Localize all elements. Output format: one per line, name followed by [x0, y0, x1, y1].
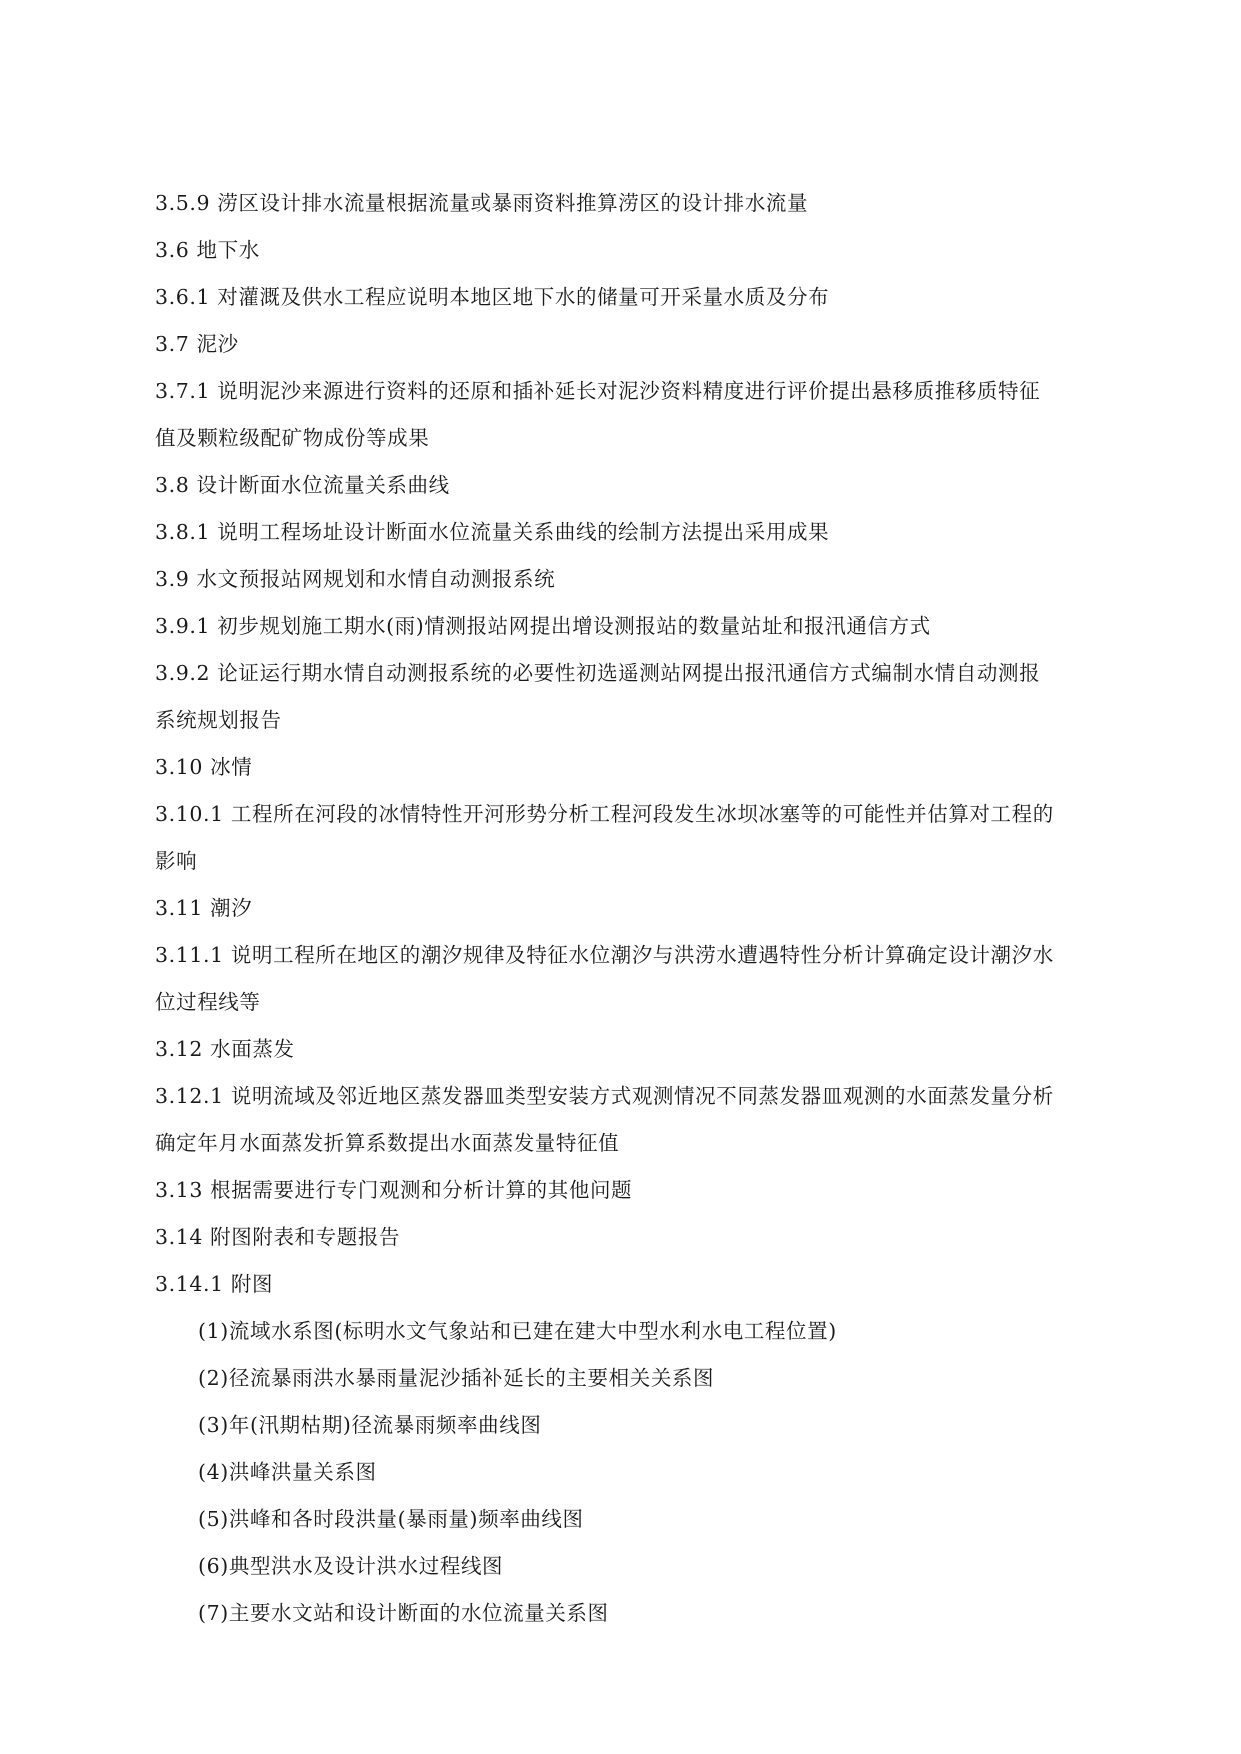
list-item: (1)流域水系图(标明水文气象站和已建在建大中型水利水电工程位置)	[198, 1319, 837, 1343]
text-line: 3.6.1 对灌溉及供水工程应说明本地区地下水的储量可开采量水质及分布	[155, 285, 830, 309]
text-line: 3.13 根据需要进行专门观测和分析计算的其他问题	[155, 1178, 633, 1202]
text-line: 3.7.1 说明泥沙来源进行资料的还原和插补延长对泥沙资料精度进行评价提出悬移质推移质特征	[155, 379, 1041, 403]
list-item: (2)径流暴雨洪水暴雨量泥沙插补延长的主要相关关系图	[198, 1366, 715, 1390]
text-line: 3.11.1 说明工程所在地区的潮汐规律及特征水位潮汐与洪涝水遭遇特性分析计算确定设计潮汐水	[155, 943, 1054, 967]
text-line: 3.11 潮汐	[155, 896, 253, 920]
text-line: 位过程线等	[155, 990, 261, 1014]
list-item: (5)洪峰和各时段洪量(暴雨量)频率曲线图	[198, 1507, 584, 1531]
text-line: 系统规划报告	[155, 708, 282, 732]
document-body	[155, 180, 1095, 1637]
list-item: (4)洪峰洪量关系图	[198, 1460, 377, 1484]
text-line: 3.9.1 初步规划施工期水(雨)情测报站网提出增设测报站的数量站址和报汛通信方式	[155, 614, 931, 638]
text-line: 3.6 地下水	[155, 238, 260, 262]
text-line: 确定年月水面蒸发折算系数提出水面蒸发量特征值	[155, 1131, 620, 1155]
list-item: (3)年(汛期枯期)径流暴雨频率曲线图	[198, 1413, 542, 1437]
text-line: 3.14.1 附图	[155, 1272, 274, 1296]
text-line: 3.10.1 工程所在河段的冰情特性开河形势分析工程河段发生冰坝冰塞等的可能性并估算对工程的	[155, 802, 1054, 826]
text-line: 3.10 冰情	[155, 755, 253, 779]
text-line: 3.8.1 说明工程场址设计断面水位流量关系曲线的绘制方法提出采用成果	[155, 520, 830, 544]
list-item: (7)主要水文站和设计断面的水位流量关系图	[198, 1601, 609, 1625]
text-line: 影响	[155, 849, 198, 873]
text-line: 值及颗粒级配矿物成份等成果	[155, 426, 430, 450]
text-line: 3.5.9 涝区设计排水流量根据流量或暴雨资料推算涝区的设计排水流量	[155, 191, 809, 215]
text-line: 3.9.2 论证运行期水情自动测报系统的必要性初选遥测站网提出报汛通信方式编制水情自动测报	[155, 661, 1041, 685]
text-line: 3.14 附图附表和专题报告	[155, 1225, 401, 1249]
text-line: 3.8 设计断面水位流量关系曲线	[155, 473, 450, 497]
text-line: 3.9 水文预报站网规划和水情自动测报系统	[155, 567, 556, 591]
text-line: 3.12.1 说明流域及邻近地区蒸发器皿类型安装方式观测情况不同蒸发器皿观测的水面蒸发量分析	[155, 1084, 1054, 1108]
list-item: (6)典型洪水及设计洪水过程线图	[198, 1554, 504, 1578]
text-line: 3.7 泥沙	[155, 332, 239, 356]
text-line: 3.12 水面蒸发	[155, 1037, 295, 1061]
